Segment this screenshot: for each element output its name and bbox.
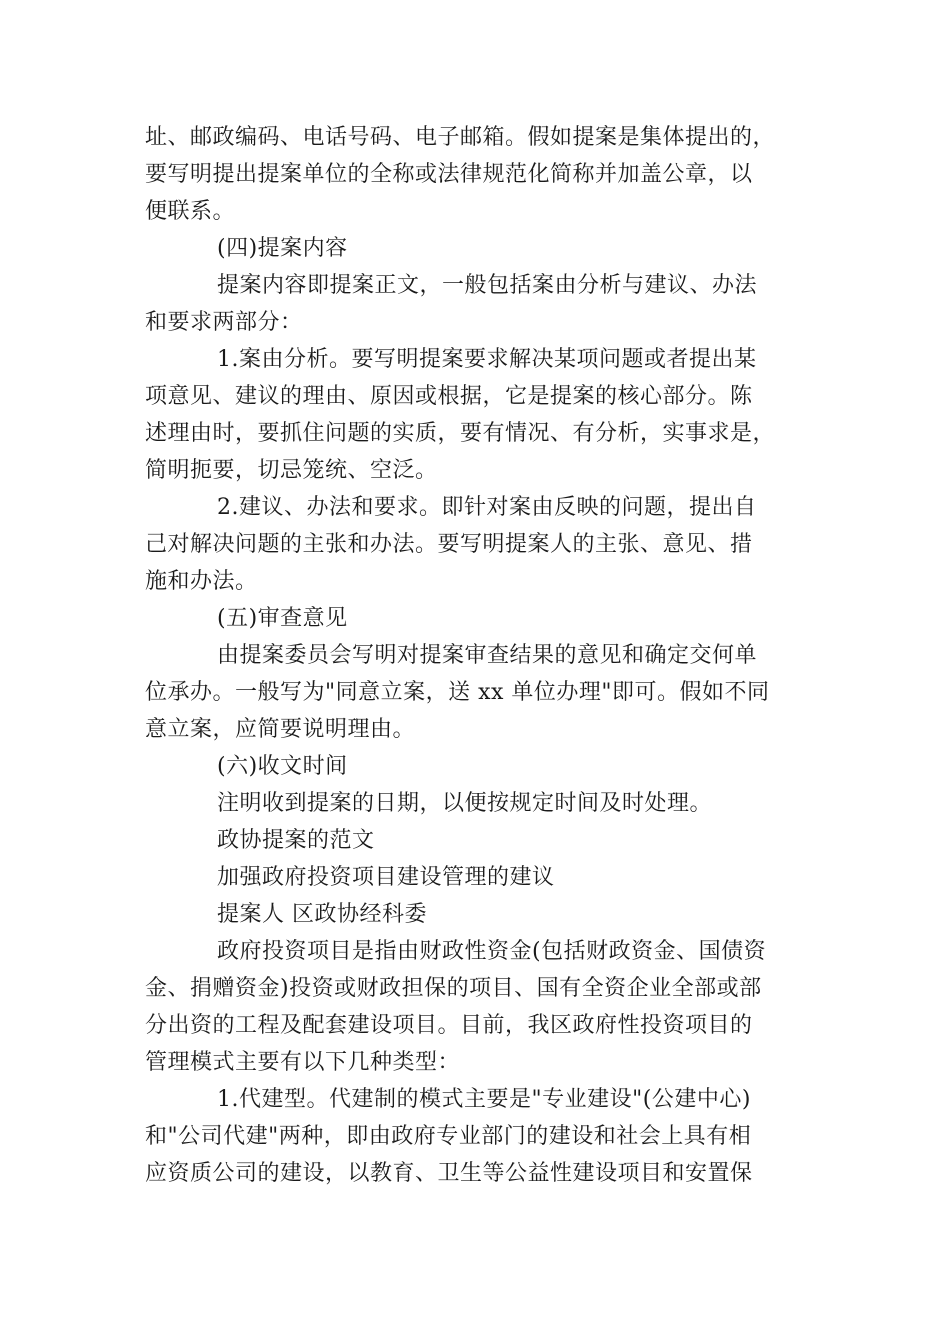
text-line: 金、捐赠资金)投资或财政担保的项目、国有全资企业全部或部 <box>145 976 762 1001</box>
text-line: 提案内容即提案正文，一般包括案由分析与建议、办法 <box>217 273 758 298</box>
section-heading: (五)审查意见 <box>217 606 348 631</box>
text-line: 2.建议、办法和要求。即针对案由反映的问题，提出自 <box>217 495 757 520</box>
text-line: 意立案，应简要说明理由。 <box>145 717 416 742</box>
text-line: 注明收到提案的日期，以便按规定时间及时处理。 <box>217 791 713 816</box>
text-line: 位承办。一般写为"同意立案，送 xx 单位办理"即可。假如不同 <box>145 680 770 705</box>
text-line: 述理由时，要抓住问题的实质，要有情况、有分析，实事求是， <box>145 421 776 446</box>
text-line: 应资质公司的建设，以教育、卫生等公益性建设项目和安置保 <box>145 1161 753 1186</box>
text-line: 分出资的工程及配套建设项目。目前，我区政府性投资项目的 <box>145 1013 753 1038</box>
section-heading: (四)提案内容 <box>217 236 348 261</box>
text-line: 政府投资项目是指由财政性资金(包括财政资金、国债资 <box>217 939 767 964</box>
proposer-line: 提案人 区政协经科委 <box>217 902 427 927</box>
text-line: 和要求两部分： <box>145 310 303 335</box>
text-line: 1.代建型。代建制的模式主要是"专业建设"(公建中心) <box>217 1087 751 1112</box>
text-line: 要写明提出提案单位的全称或法律规范化简称并加盖公章，以 <box>145 162 753 187</box>
text-line: 施和办法。 <box>145 569 258 594</box>
text-line: 便联系。 <box>145 199 236 224</box>
sample-heading: 政协提案的范文 <box>217 828 375 853</box>
text-line: 简明扼要，切忌笼统、空泛。 <box>145 458 438 483</box>
text-line: 己对解决问题的主张和办法。要写明提案人的主张、意见、措 <box>145 532 753 557</box>
text-line: 管理模式主要有以下几种类型： <box>145 1050 461 1075</box>
text-line: 项意见、建议的理由、原因或根据，它是提案的核心部分。陈 <box>145 384 753 409</box>
section-heading: (六)收文时间 <box>217 754 348 779</box>
text-line: 址、邮政编码、电话号码、电子邮箱。假如提案是集体提出的， <box>145 125 776 150</box>
text-line: 和"公司代建"两种，即由政府专业部门的建设和社会上具有相 <box>145 1124 752 1149</box>
text-line: 由提案委员会写明对提案审查结果的意见和确定交何单 <box>217 643 758 668</box>
text-line: 1.案由分析。要写明提案要求解决某项问题或者提出某 <box>217 347 757 372</box>
sample-title: 加强政府投资项目建设管理的建议 <box>217 865 555 890</box>
